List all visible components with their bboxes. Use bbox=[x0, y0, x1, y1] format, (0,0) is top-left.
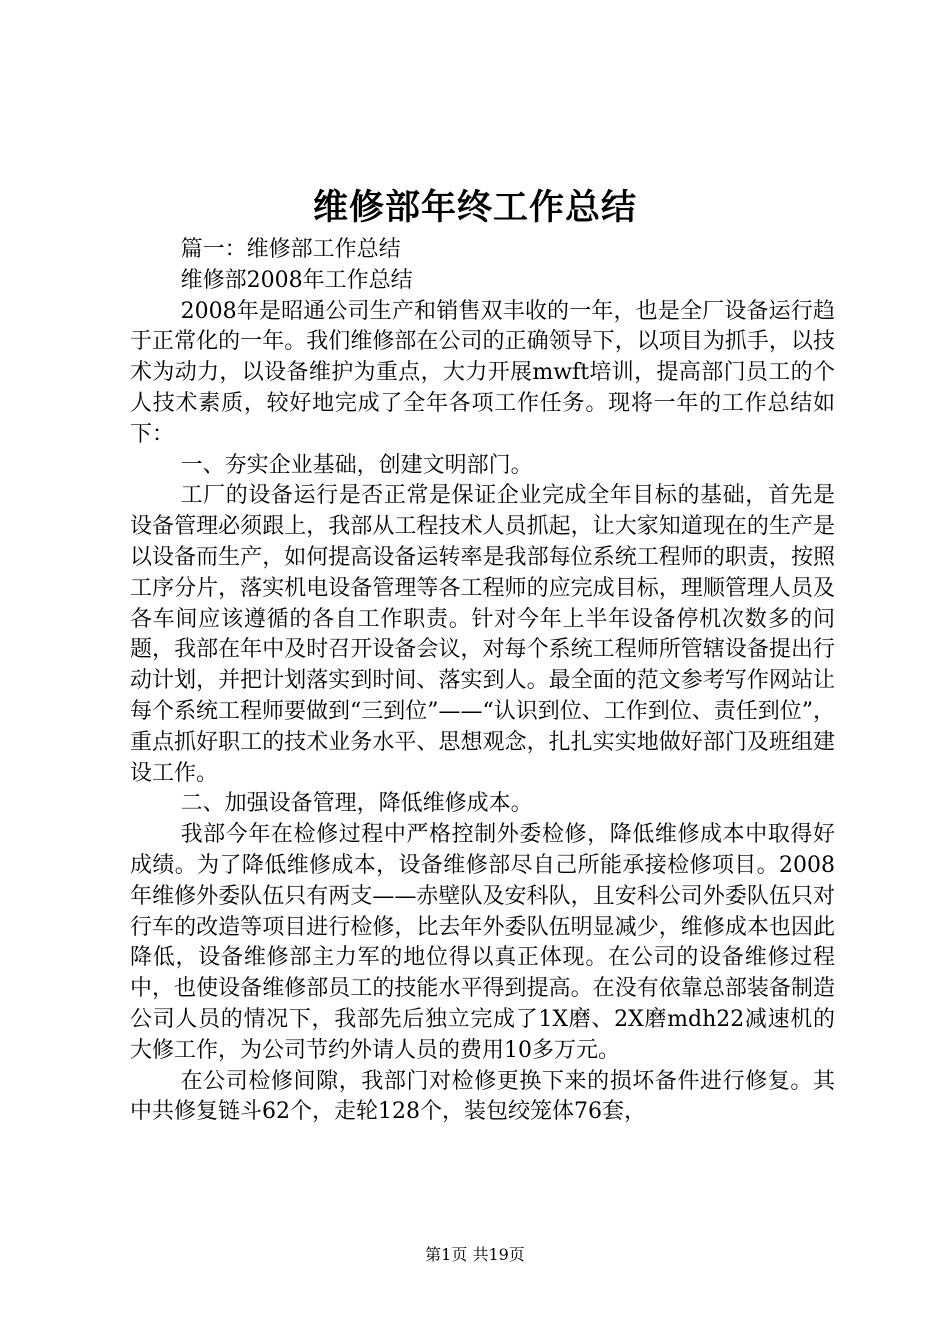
body-paragraph: 我部今年在检修过程中严格控制外委检修，降低维修成本中取得好成绩。为了降低维修成本，设备维修部尽自己所能承接检修项目。2008年维修外委队伍只有两支——赤壁队及安科队，且安科公司外委队伍只对行车的改造等项目进行检修，比去年外委队伍明显减少，维修成本也因此降低，设备维修部主力军的地位得以真正体现。在公司的设备维修过程中，也使设备维修部员工的技能水平得到提高。在没有依靠总部装备制造公司人员的情况下，我部先后独立完成了1X磨、2X磨mdh22减速机的大修工作，为公司节约外请人员的费用10多万元。 bbox=[130, 822, 835, 1063]
intro-paragraph: 2008年是昭通公司生产和销售双丰收的一年，也是全厂设备运行趋于正常化的一年。我们维修部在公司的正确领导下，以项目为抓手，以技术为动力，以设备维护为重点，大力开展mwft培训，提高部门员工的个人技术素质，较好地完成了全年各项工作任务。现将一年的工作总结如下： bbox=[130, 298, 835, 447]
section-heading: 一、夯实企业基础，创建文明部门。 bbox=[180, 452, 533, 478]
section-heading: 篇一：维修部工作总结 bbox=[180, 237, 401, 262]
body-paragraph: 在公司检修间隙，我部门对检修更换下来的损坏备件进行修复。其中共修复链斗62个，走轮128个，装包绞笼体76套， bbox=[130, 1068, 835, 1125]
document-title: 维修部年终工作总结 bbox=[312, 187, 637, 228]
page-number-footer: 第1页 共19页 bbox=[425, 1245, 525, 1264]
body-paragraph: 工厂的设备运行是否正常是保证企业完成全年目标的基础，首先是设备管理必须跟上，我部从工程技术人员抓起，让大家知道现在的生产是以设备而生产，如何提高设备运转率是我部每位系统工程师的职责，按照工序分片，落实机电设备管理等各工程师的应完成目标，理顺管理人员及各车间应该遵循的各自工作职责。针对今年上半年设备停机次数多的问题，我部在年中及时召开设备会议，对每个系统工程师所管辖设备提出行动计划，并把计划落实到时间、落实到人。最全面的范文参考写作网站让每个系统工程师要做到“三到位”——“认识到位、工作到位、责任到位”，重点抓好职工的技术业务水平、思想观念，扎扎实实地做好部门及班组建设工作。 bbox=[130, 483, 835, 786]
section-heading: 二、加强设备管理，降低维修成本。 bbox=[180, 791, 533, 817]
subtitle-paragraph: 维修部2008年工作总结 bbox=[180, 267, 413, 293]
document-body bbox=[130, 235, 835, 1128]
